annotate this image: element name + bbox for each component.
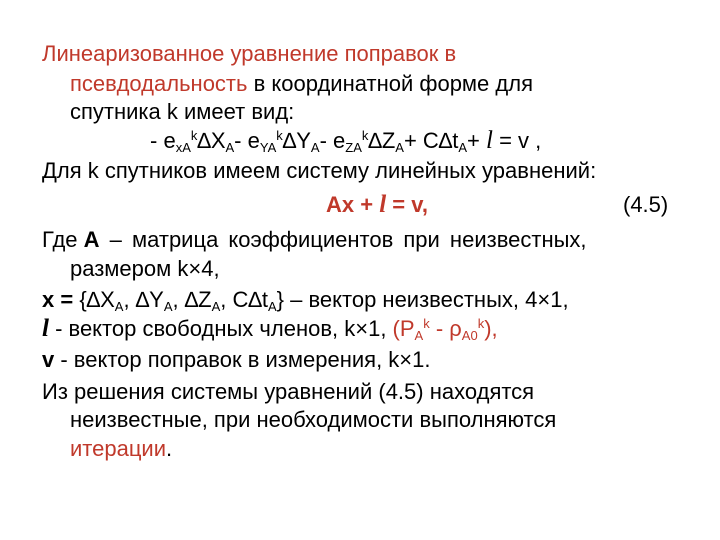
eq-sub: ZA — [345, 140, 362, 155]
line-13-text: неизвестные, при необходимости выполняются — [70, 407, 557, 432]
eq-term: - e — [234, 128, 260, 153]
line-3 — [70, 98, 294, 126]
eq-term: + C∆t — [403, 128, 459, 153]
eq-term: , ∆Z — [172, 287, 212, 312]
line-14-period: . — [166, 436, 173, 461]
eq-sub: YA — [259, 140, 277, 155]
line-7-where: Где — [42, 227, 84, 252]
eq-sub: A — [310, 140, 320, 155]
line-13 — [70, 406, 556, 434]
eq-sup: k — [423, 316, 430, 331]
eq-term: ∆Y — [282, 128, 311, 153]
eq-sub: A — [211, 299, 221, 314]
eq-term: , C∆t — [220, 287, 268, 312]
eq-sub: A0 — [461, 328, 478, 343]
eq-sup: k — [190, 128, 198, 143]
eq-term: - e — [319, 128, 346, 153]
line-5-text: Для k спутников имеем систему линейных уравнений: — [42, 158, 597, 183]
line-12 — [42, 378, 534, 406]
line-1-text: Линеаризованное уравнение поправок в — [42, 41, 457, 66]
residual-expression — [393, 316, 498, 341]
line-11 — [42, 346, 430, 374]
line-2-rest: в координатной форме для — [247, 71, 533, 96]
term-iterations: итерации — [70, 436, 167, 461]
equation-number-text: (4.5) — [623, 192, 669, 217]
eq-sub: A — [414, 328, 424, 343]
equation-number — [623, 191, 668, 219]
eq-term: + — [467, 128, 487, 153]
symbol-A: A — [83, 227, 100, 252]
line-8-text: размером k×4, — [70, 256, 220, 281]
eq-term: = v , — [492, 128, 542, 153]
symbol-v: v — [42, 347, 55, 372]
eq-l-symbol: l — [379, 191, 387, 218]
equation-linearized — [150, 127, 541, 155]
equation-system — [326, 191, 428, 219]
eq-term: - ρ — [429, 316, 462, 341]
eq-term: (P — [392, 316, 415, 341]
eq-sub: A — [225, 140, 235, 155]
line-2 — [70, 70, 533, 98]
line-7-rest: – матрица коэффициентов при неизвестных, — [99, 227, 587, 252]
line-12-text: Из решения системы уравнений (4.5) находятся — [42, 379, 535, 404]
line-7 — [42, 226, 672, 254]
eq-sub: xA — [175, 140, 191, 155]
eq-sub: A — [267, 299, 277, 314]
eq-sub: A — [163, 299, 173, 314]
eq-sup: k — [361, 128, 369, 143]
eq-sub: A — [458, 140, 468, 155]
line-9-rest: } – вектор неизвестных, 4×1, — [276, 287, 569, 312]
line-11-text: - вектор поправок в измерения, k×1. — [54, 347, 431, 372]
symbol-x: x = — [42, 287, 80, 312]
eq-lhs: Ax + — [326, 192, 380, 217]
eq-sup: k — [276, 128, 283, 143]
line-14 — [70, 435, 172, 463]
line-10-text: - вектор свободных членов, k×1, — [48, 316, 393, 341]
eq-term: , ∆Y — [123, 287, 164, 312]
eq-term: {∆X — [79, 287, 115, 312]
line-5 — [42, 157, 596, 185]
eq-l-symbol: l — [486, 127, 493, 154]
eq-sup: k — [477, 316, 485, 331]
line-10 — [42, 315, 498, 343]
symbol-l: l — [42, 315, 49, 342]
eq-term: - e — [150, 128, 176, 153]
eq-term: ∆X — [197, 128, 226, 153]
eq-sub: A — [114, 299, 124, 314]
line-9 — [42, 286, 569, 314]
term-pseudorange: псевдодальность — [70, 71, 248, 96]
eq-rhs: = v, — [386, 192, 428, 217]
line-3-text: спутника k имеет вид: — [70, 99, 295, 124]
eq-term: ∆Z — [368, 128, 396, 153]
line-8 — [70, 255, 220, 283]
eq-sub: A — [395, 140, 404, 155]
line-1 — [42, 40, 456, 68]
eq-term: ), — [484, 316, 498, 341]
